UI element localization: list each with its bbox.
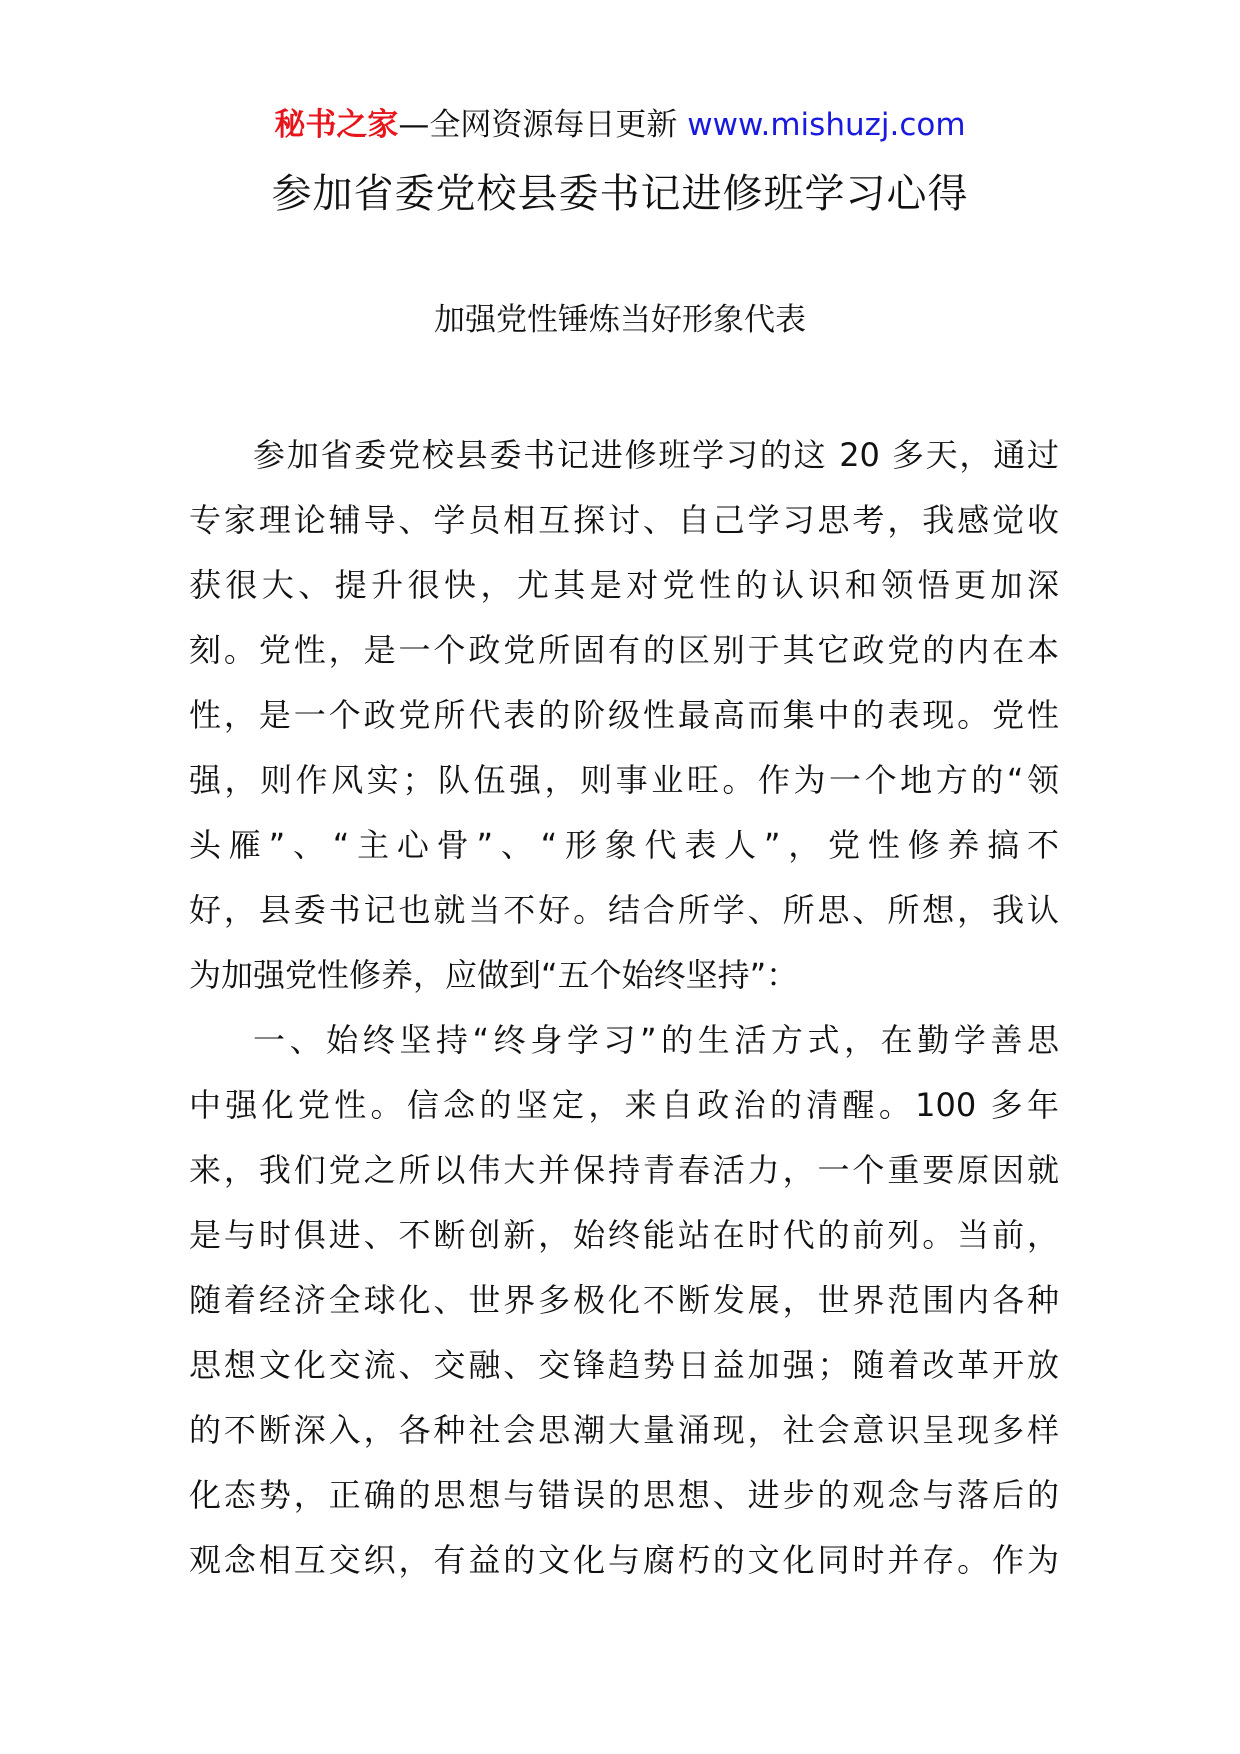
- body-line: 获很大、提升很快，尤其是对党性的认识和领悟更加深: [189, 566, 1059, 604]
- body-line: 为加强党性修养，应做到“五个始终坚持”：: [189, 956, 799, 994]
- body-line: 随着经济全球化、世界多极化不断发展，世界范围内各种: [189, 1281, 1059, 1319]
- document-subtitle: 加强党性锤炼当好形象代表: [434, 302, 806, 338]
- site-header: [0, 103, 1240, 147]
- body-line: 头雁”、“主心骨”、“形象代表人”，党性修养搞不: [189, 826, 1059, 864]
- document-title: 参加省委党校县委书记进修班学习心得: [271, 171, 969, 217]
- body-line: 来，我们党之所以伟大并保持青春活力，一个重要原因就: [189, 1151, 1059, 1189]
- body-line: 好，县委书记也就当不好。结合所学、所思、所想，我认: [189, 891, 1059, 929]
- body-line: 中强化党性。信念的坚定，来自政治的清醒。100 多年: [189, 1086, 1059, 1124]
- body-line: 参加省委党校县委书记进修班学习的这 20 多天，通过: [253, 436, 1059, 474]
- body-line: 强，则作风实；队伍强，则事业旺。作为一个地方的“领: [189, 761, 1059, 799]
- document-body: [189, 427, 1059, 1597]
- body-line: 专家理论辅导、学员相互探讨、自己学习思考，我感觉收: [189, 501, 1059, 539]
- body-line: 是与时俱进、不断创新，始终能站在时代的前列。当前，: [189, 1216, 1059, 1254]
- body-line: 性，是一个政党所代表的阶级性最高而集中的表现。党性: [189, 696, 1059, 734]
- body-line: 刻。党性，是一个政党所固有的区别于其它政党的内在本: [189, 631, 1059, 669]
- header-tagline: —全网资源每日更新: [398, 107, 688, 143]
- body-line: 一、始终坚持“终身学习”的生活方式，在勤学善思: [253, 1021, 1059, 1059]
- site-url-link[interactable]: www.mishuzj.com: [687, 107, 966, 143]
- brand-name: 秘书之家: [274, 107, 399, 143]
- body-line: 化态势，正确的思想与错误的思想、进步的观念与落后的: [189, 1476, 1059, 1514]
- body-line: 的不断深入，各种社会思潮大量涌现，社会意识呈现多样: [189, 1411, 1059, 1449]
- body-line: 思想文化交流、交融、交锋趋势日益加强；随着改革开放: [189, 1346, 1059, 1384]
- body-line: 观念相互交织，有益的文化与腐朽的文化同时并存。作为: [189, 1541, 1059, 1579]
